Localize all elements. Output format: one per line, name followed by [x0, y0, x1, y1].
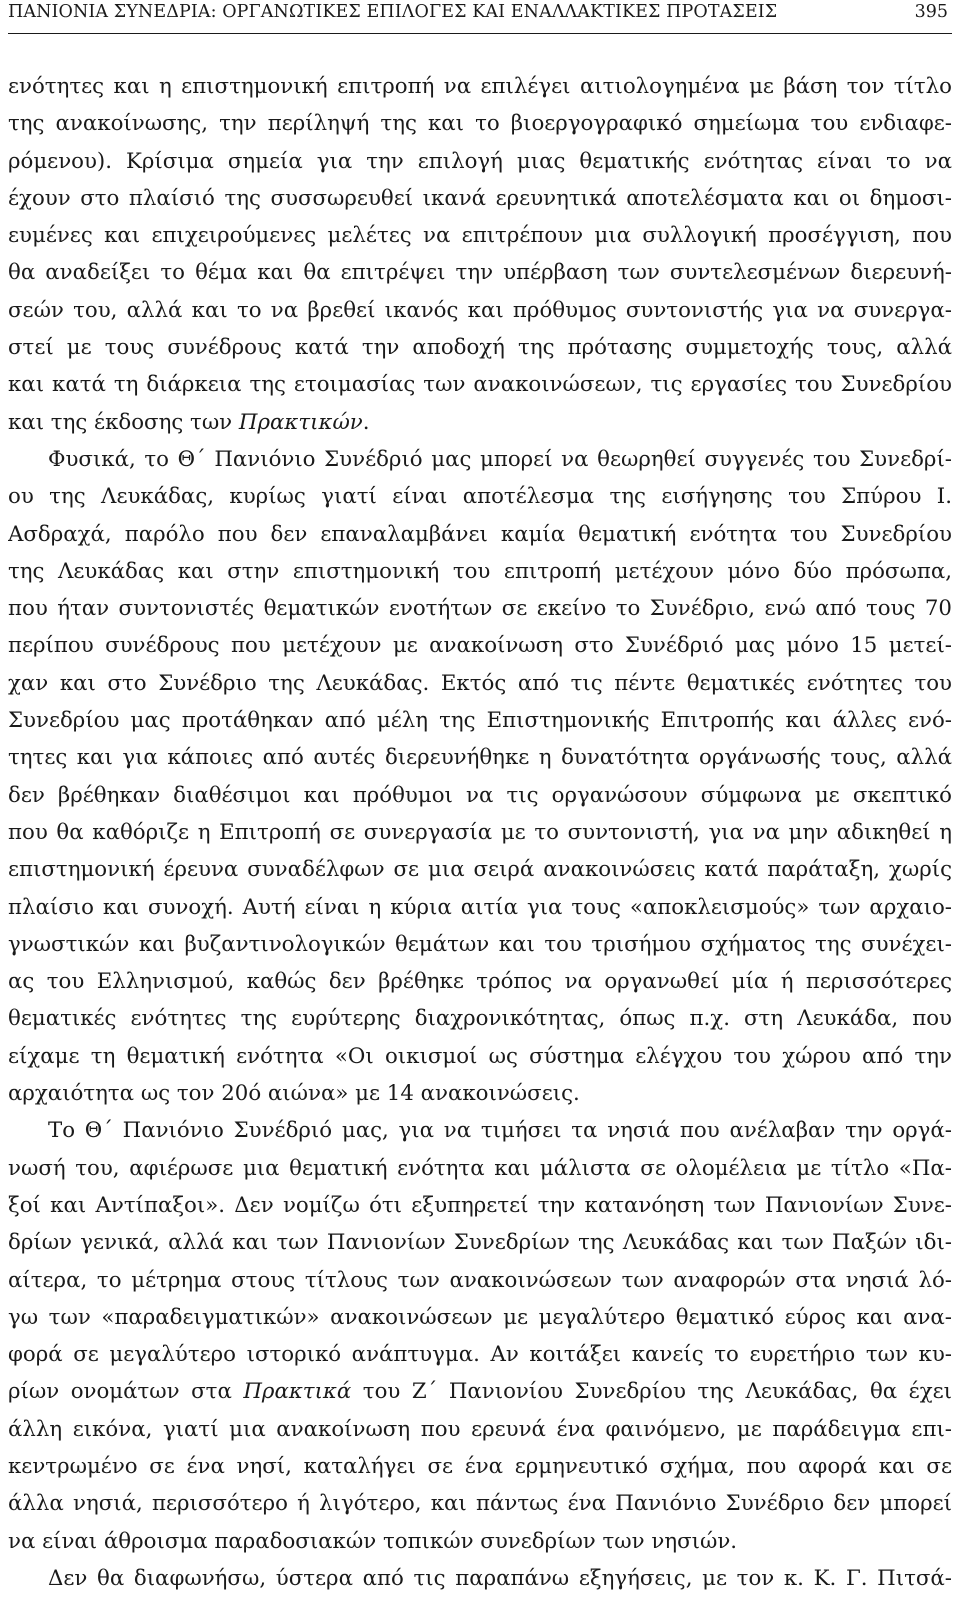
text-line	[8, 1224, 952, 1261]
text-line	[8, 739, 952, 776]
text-segment: αίτερα, το μέτρημα στους τίτλους των ανακοινώσεων των αναφορών στα νησιά λό-	[8, 1267, 952, 1293]
text-line	[8, 665, 952, 702]
text-segment: είχαμε τη θεματική ενότητα «Οι οικισμοί ως σύστημα ελέγχου του χώρου από την	[8, 1043, 952, 1069]
text-line	[8, 1485, 952, 1522]
text-line	[8, 1373, 952, 1410]
text-segment: θεματικές ενότητες της ευρύτερης διαχρονικότητας, όπως π.χ. στη Λευκάδα, που	[8, 1006, 952, 1032]
text-line	[8, 1075, 952, 1112]
text-line	[8, 516, 952, 553]
text-line	[8, 254, 952, 291]
text-segment: που θα καθόριζε η Επιτροπή σε συνεργασία με το συντονιστή, για να μην αδικηθεί η	[8, 819, 952, 845]
text-line	[8, 777, 952, 814]
text-segment: τητες και για κάποιες από αυτές διερευνήθηκε η δυνατότητα οργάνωσής τους, αλλά	[8, 745, 952, 771]
text-line	[8, 590, 952, 627]
text-segment: ρίων ονομάτων στα	[8, 1379, 244, 1405]
text-line	[8, 851, 952, 888]
text-line	[8, 441, 952, 478]
text-line	[8, 1187, 952, 1224]
text-line	[8, 217, 952, 254]
text-segment: χαν και στο Συνέδριο της Λευκάδας. Εκτός από τις πέντε θεματικές ενότητες του	[8, 670, 952, 696]
text-line	[8, 1262, 952, 1299]
text-segment: .	[362, 409, 370, 435]
text-segment: Ασδραχά, παρόλο που δεν επαναλαμβάνει καμία θεματική ενότητα του Συνεδρίου	[8, 521, 952, 547]
text-line	[8, 1448, 952, 1485]
text-line	[8, 1112, 952, 1149]
header-rule	[8, 33, 952, 34]
text-segment: του Ζ΄ Πανιονίου Συνεδρίου της Λευκάδας, θα έχει	[351, 1379, 952, 1405]
text-segment: περίπου συνέδρους που μετέχουν με ανακοίνωση στο Συνέδριό μας μόνο 15 μετεί-	[8, 633, 952, 659]
italic-title: Πρακτικά	[243, 1379, 352, 1405]
text-segment: ξοί και Αντίπαξοι». Δεν νομίζω ότι εξυπηρετεί την κατανόηση των Πανιονίων Συνε-	[8, 1192, 952, 1218]
body-text	[8, 68, 952, 1597]
text-line	[8, 1336, 952, 1373]
text-line	[8, 366, 952, 403]
text-segment: Φυσικά, το Θ΄ Πανιόνιο Συνέδριό μας μπορεί να θεωρηθεί συγγενές του Συνεδρί-	[48, 446, 952, 472]
text-line	[8, 702, 952, 739]
text-segment: γω των «παραδειγματικών» ανακοινώσεων με μεγαλύτερο θεματικό εύρος και ανα-	[8, 1304, 952, 1330]
text-segment: γνωστικών και βυζαντινολογικών θεμάτων και του τρισήμου σχήματος της συνέχει-	[8, 931, 952, 957]
text-segment: που ήταν συντονιστές θεματικών ενοτήτων σε εκείνο το Συνέδριο, ενώ από τους 70	[8, 596, 952, 622]
text-segment: άλλη εικόνα, γιατί μια ανακοίνωση που ερευνά ένα φαινόμενο, με παράδειγμα επι-	[8, 1416, 952, 1442]
text-segment: Δεν θα διαφωνήσω, ύστερα από τις παραπάνω εξηγήσεις, με τον κ. Κ. Γ. Πιτσά-	[48, 1565, 952, 1591]
text-segment: Το Θ΄ Πανιόνιο Συνέδριό μας, για να τιμήσει τα νησιά που ανέλαβαν την οργά-	[48, 1118, 952, 1144]
text-line	[8, 1000, 952, 1037]
text-line	[8, 143, 952, 180]
italic-title: Πρακτικών	[238, 409, 363, 435]
text-line	[8, 404, 952, 441]
text-segment: έχουν στο πλαίσιό της συσσωρευθεί ικανά ερευνητικά αποτελέσματα και οι δημοσι-	[8, 185, 952, 211]
text-line	[8, 627, 952, 664]
text-line	[8, 1560, 952, 1597]
text-segment: της ανακοίνωσης, την περίληψή της και το βιοεργογραφικό σημείωμα του ενδιαφε-	[8, 111, 952, 137]
text-line	[8, 889, 952, 926]
text-segment: της Λευκάδας και στην επιστημονική του επιτροπή μετέχουν μόνο δύο πρόσωπα,	[8, 558, 952, 584]
text-line	[8, 292, 952, 329]
text-segment: κεντρωμένο σε ένα νησί, καταλήγει σε ένα ερμηνευτικό σχήμα, που αφορά και σε	[8, 1453, 952, 1479]
text-segment: νωσή του, αφιέρωσε μια θεματική ενότητα και μάλιστα σε ολομέλεια με τίτλο «Πα-	[8, 1155, 952, 1181]
text-line	[8, 329, 952, 366]
text-segment: δεν βρέθηκαν διαθέσιμοι και πρόθυμοι να τις οργανώσουν σύμφωνα με σκεπτικό	[8, 782, 952, 808]
text-segment: στεί με τους συνέδρους κατά την αποδοχή της πρότασης συμμετοχής τους, αλλά	[8, 335, 952, 361]
text-line	[8, 68, 952, 105]
text-segment: αρχαιότητα ως τον 20ό αιώνα» με 14 ανακοινώσεις.	[8, 1081, 580, 1107]
text-line	[8, 478, 952, 515]
text-line	[8, 814, 952, 851]
page-number: 395	[914, 2, 948, 22]
text-line	[8, 105, 952, 142]
text-segment: ενότητες και η επιστημονική επιτροπή να επιλέγει αιτιολογημένα με βάση τον τίτλο	[8, 74, 952, 99]
text-segment: φορά σε μεγαλύτερο ιστορικό ανάπτυγμα. Αν κοιτάξει κανείς το ευρετήριο των κυ-	[8, 1342, 952, 1368]
text-line	[8, 1038, 952, 1075]
text-segment: επιστημονική έρευνα συναδέλφων σε μια σειρά ανακοινώσεις κατά παράταξη, χωρίς	[8, 857, 952, 883]
text-segment: ρόμενου). Κρίσιμα σημεία για την επιλογή μιας θεματικής ενότητας είναι το να	[8, 148, 952, 174]
text-segment: ευμένες και επιχειρούμενες μελέτες να επιτρέπουν μια συλλογική προσέγγιση, που	[8, 223, 952, 249]
text-segment: να είναι άθροισμα παραδοσιακών τοπικών συνεδρίων των νησιών.	[8, 1528, 738, 1554]
text-line	[8, 1299, 952, 1336]
text-segment: και κατά τη διάρκεια της ετοιμασίας των ανακοινώσεων, τις εργασίες του Συνεδρίου	[8, 372, 952, 398]
text-segment: σεών του, αλλά και το να βρεθεί ικανός και πρόθυμος συντονιστής για να συνεργα-	[8, 297, 952, 323]
text-segment: θα αναδείξει το θέμα και θα επιτρέψει την υπέρβαση των συντελεσμένων διερευνή-	[8, 260, 952, 286]
text-segment: Συνεδρίου μας προτάθηκαν από μέλη της Επιστημονικής Επιτροπής και άλλες ενό-	[8, 708, 952, 734]
text-segment: ας του Ελληνισμού, καθώς δεν βρέθηκε τρόπος να οργανωθεί μία ή περισσότερες	[8, 969, 952, 995]
text-segment: ου της Λευκάδας, κυρίως γιατί είναι αποτέλεσμα της εισήγησης του Σπύρου Ι.	[8, 484, 952, 510]
running-title: ΠΑΝΙΟΝΙΑ ΣΥΝΕΔΡΙΑ: ΟΡΓΑΝΩΤΙΚΕΣ ΕΠΙΛΟΓΕΣ ΚΑΙ ΕΝΑΛΛΑΚΤΙΚΕΣ ΠΡΟΤΑΣΕΙΣ	[8, 2, 778, 22]
text-line	[8, 1150, 952, 1187]
text-line	[8, 1523, 952, 1560]
text-line	[8, 963, 952, 1000]
text-segment: δρίων γενικά, αλλά και των Πανιονίων Συνεδρίων της Λευκάδας και των Παξών ιδι-	[8, 1230, 952, 1256]
text-line	[8, 1411, 952, 1448]
text-segment: άλλα νησιά, περισσότερο ή λιγότερο, και πάντως ένα Πανιόνιο Συνέδριο δεν μπορεί	[8, 1491, 952, 1517]
running-header	[8, 0, 952, 32]
text-segment: και της έκδοσης των	[8, 409, 239, 435]
text-line	[8, 553, 952, 590]
text-segment: πλαίσιο και συνοχή. Αυτή είναι η κύρια αιτία για τους «αποκλεισμούς» των αρχαιο-	[8, 894, 952, 920]
text-line	[8, 926, 952, 963]
text-line	[8, 180, 952, 217]
